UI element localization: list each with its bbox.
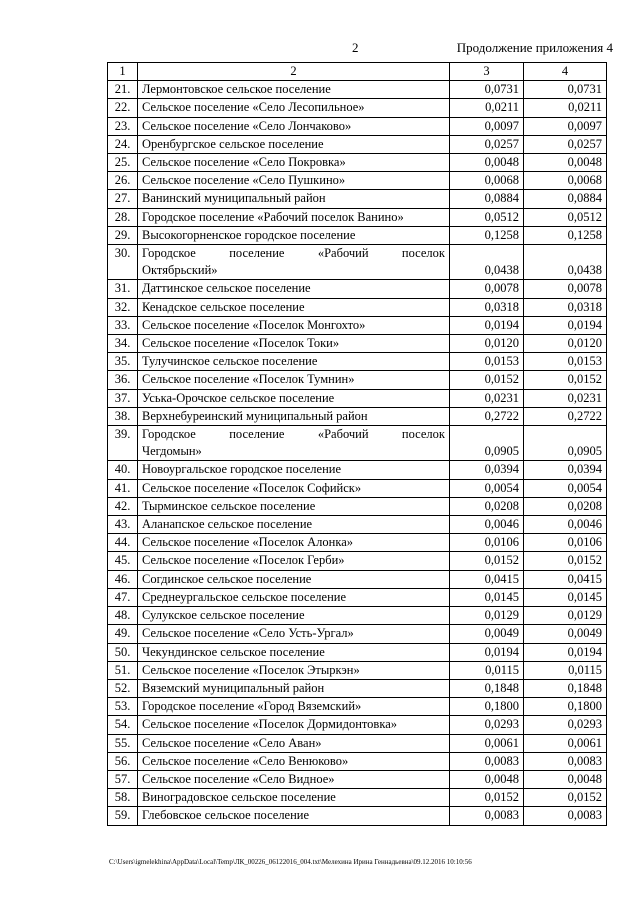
value-column-3: 0,0153 [450,353,524,371]
value-column-4: 0,0083 [524,807,607,825]
settlement-name: Ванинский муниципальный район [138,190,450,208]
value-column-4: 0,0120 [524,335,607,353]
row-number: 31. [108,280,138,298]
value-column-3: 0,0048 [450,770,524,788]
row-number: 25. [108,154,138,172]
file-path-footer: C:\Users\igmelekhina\AppData\Local\Temp\ЛК_00226_06122016_004.txt\Мелехина Ирина Геннадьевна\09.12.2016 10:10:56 [109,858,472,866]
value-column-4: 0,0152 [524,552,607,570]
settlement-name: Сельское поселение «Поселок Монгохто» [138,316,450,334]
row-number: 39. [108,426,138,461]
row-number: 33. [108,316,138,334]
table-row [108,497,607,515]
settlement-name: Сельское поселение «Село Покровка» [138,154,450,172]
table-row [108,298,607,316]
value-column-3: 0,0512 [450,208,524,226]
row-number: 41. [108,479,138,497]
value-column-3: 0,2722 [450,407,524,425]
settlement-name [138,245,450,280]
value-column-3: 0,0884 [450,190,524,208]
value-column-4: 0,1800 [524,698,607,716]
table-row [108,426,607,461]
value-column-3: 0,0061 [450,734,524,752]
settlement-name-line-2: Чегдомын» [142,444,202,459]
row-number: 32. [108,298,138,316]
row-number: 58. [108,789,138,807]
column-header-1: 1 [108,63,138,81]
row-number: 50. [108,643,138,661]
row-number: 57. [108,770,138,788]
row-number: 56. [108,752,138,770]
table-row [108,552,607,570]
table-row [108,643,607,661]
row-number: 36. [108,371,138,389]
settlement-name: Лермонтовское сельское поселение [138,81,450,99]
value-column-3: 0,0054 [450,479,524,497]
value-column-3: 0,0049 [450,625,524,643]
value-column-3: 0,0438 [450,245,524,280]
column-header-2: 2 [138,63,450,81]
settlement-name: Аланапское сельское поселение [138,516,450,534]
row-number: 28. [108,208,138,226]
value-column-4: 0,0048 [524,770,607,788]
settlement-name: Сельское поселение «Село Аван» [138,734,450,752]
value-column-4: 0,0049 [524,625,607,643]
settlement-name: Глебовское сельское поселение [138,807,450,825]
value-column-3: 0,0048 [450,154,524,172]
table-row [108,99,607,117]
row-number: 37. [108,389,138,407]
table-row [108,172,607,190]
settlement-name: Сулукское сельское поселение [138,607,450,625]
settlement-name: Высокогорненское городское поселение [138,226,450,244]
value-column-3: 0,0211 [450,99,524,117]
table-row [108,389,607,407]
row-number: 53. [108,698,138,716]
settlement-name: Сельское поселение «Поселок Токи» [138,335,450,353]
column-header-3: 3 [450,63,524,81]
settlement-name: Чекундинское сельское поселение [138,643,450,661]
table-row [108,117,607,135]
value-column-4: 0,0106 [524,534,607,552]
value-column-3: 0,0415 [450,570,524,588]
value-column-3: 0,0194 [450,643,524,661]
row-number: 24. [108,135,138,153]
table-row [108,516,607,534]
value-column-3: 0,0152 [450,789,524,807]
value-column-3: 0,0120 [450,335,524,353]
value-column-4: 0,0152 [524,371,607,389]
value-column-3: 0,1848 [450,679,524,697]
value-column-4: 0,0061 [524,734,607,752]
row-number: 38. [108,407,138,425]
row-number: 40. [108,461,138,479]
value-column-4: 0,0046 [524,516,607,534]
row-number: 44. [108,534,138,552]
table-row [108,479,607,497]
value-column-3: 0,0152 [450,552,524,570]
settlement-name: Тырминское сельское поселение [138,497,450,515]
value-column-4: 0,0394 [524,461,607,479]
table-row [108,407,607,425]
settlement-name: Сельское поселение «Поселок Герби» [138,552,450,570]
table-row [108,698,607,716]
table-row [108,135,607,153]
row-number: 59. [108,807,138,825]
value-column-4: 0,0097 [524,117,607,135]
value-column-4: 0,0048 [524,154,607,172]
settlement-name: Сельское поселение «Поселок Алонка» [138,534,450,552]
value-column-3: 0,0394 [450,461,524,479]
table-row [108,316,607,334]
value-column-3: 0,1800 [450,698,524,716]
table-row [108,789,607,807]
value-column-3: 0,0106 [450,534,524,552]
row-number: 29. [108,226,138,244]
value-column-4: 0,0438 [524,245,607,280]
value-column-4: 0,0884 [524,190,607,208]
value-column-4: 0,0129 [524,607,607,625]
value-column-4: 0,0293 [524,716,607,734]
value-column-4: 0,0731 [524,81,607,99]
row-number: 54. [108,716,138,734]
settlement-name [138,426,450,461]
value-column-4: 0,1848 [524,679,607,697]
value-column-3: 0,0194 [450,316,524,334]
table-row [108,81,607,99]
table-row [108,245,607,280]
row-number: 22. [108,99,138,117]
table-row [108,371,607,389]
row-number: 52. [108,679,138,697]
settlement-name-line-2: Октябрьский» [142,263,218,278]
settlement-name: Уська-Орочское сельское поселение [138,389,450,407]
settlement-name: Виноградовское сельское поселение [138,789,450,807]
table-row [108,752,607,770]
settlement-name: Сельское поселение «Село Видное» [138,770,450,788]
row-number: 21. [108,81,138,99]
settlement-name: Согдинское сельское поселение [138,570,450,588]
value-column-4: 0,2722 [524,407,607,425]
value-column-4: 0,0153 [524,353,607,371]
settlement-name: Даттинское сельское поселение [138,280,450,298]
settlement-name: Сельское поселение «Поселок Софийск» [138,479,450,497]
value-column-4: 0,0078 [524,280,607,298]
page-number: 2 [352,40,359,55]
allocation-table [107,62,607,826]
table-row [108,588,607,606]
row-number: 47. [108,588,138,606]
value-column-3: 0,0083 [450,807,524,825]
value-column-3: 0,0293 [450,716,524,734]
value-column-3: 0,0208 [450,497,524,515]
table-row [108,734,607,752]
value-column-3: 0,0145 [450,588,524,606]
row-number: 42. [108,497,138,515]
value-column-4: 0,0231 [524,389,607,407]
row-number: 27. [108,190,138,208]
table-row [108,461,607,479]
value-column-4: 0,0208 [524,497,607,515]
table-row [108,353,607,371]
table-row [108,280,607,298]
settlement-name: Кенадское сельское поселение [138,298,450,316]
table-row [108,607,607,625]
value-column-4: 0,0257 [524,135,607,153]
settlement-name-line-1: Городское поселение «Рабочий поселок [142,427,445,442]
table-row [108,335,607,353]
settlement-name: Сельское поселение «Село Лесопильное» [138,99,450,117]
settlement-name: Сельское поселение «Село Венюково» [138,752,450,770]
value-column-4: 0,0512 [524,208,607,226]
value-column-3: 0,0068 [450,172,524,190]
value-column-3: 0,0152 [450,371,524,389]
settlement-name: Сельское поселение «Село Усть-Ургал» [138,625,450,643]
table-row [108,661,607,679]
value-column-3: 0,0097 [450,117,524,135]
settlement-name: Тулучинское сельское поселение [138,353,450,371]
settlement-name: Городское поселение «Рабочий поселок Ванино» [138,208,450,226]
settlement-name: Новоургальское городское поселение [138,461,450,479]
row-number: 35. [108,353,138,371]
value-column-4: 0,0415 [524,570,607,588]
value-column-4: 0,0152 [524,789,607,807]
table-row [108,716,607,734]
row-number: 46. [108,570,138,588]
settlement-name: Сельское поселение «Поселок Этыркэн» [138,661,450,679]
row-number: 49. [108,625,138,643]
value-column-4: 0,0054 [524,479,607,497]
table-row [108,208,607,226]
value-column-4: 0,0068 [524,172,607,190]
value-column-3: 0,0129 [450,607,524,625]
table-row [108,534,607,552]
value-column-4: 0,0211 [524,99,607,117]
value-column-3: 0,0083 [450,752,524,770]
table-header-row [108,63,607,81]
table-row [108,679,607,697]
row-number: 34. [108,335,138,353]
value-column-4: 0,0194 [524,316,607,334]
row-number: 55. [108,734,138,752]
value-column-4: 0,0905 [524,426,607,461]
column-header-4: 4 [524,63,607,81]
table-row [108,190,607,208]
settlement-name-line-1: Городское поселение «Рабочий поселок [142,246,445,261]
settlement-name: Городское поселение «Город Вяземский» [138,698,450,716]
table-row [108,770,607,788]
table-row [108,226,607,244]
row-number: 51. [108,661,138,679]
row-number: 23. [108,117,138,135]
value-column-3: 0,0115 [450,661,524,679]
value-column-4: 0,0083 [524,752,607,770]
settlement-name: Верхнебуреинский муниципальный район [138,407,450,425]
table-row [108,807,607,825]
value-column-4: 0,0115 [524,661,607,679]
row-number: 30. [108,245,138,280]
value-column-3: 0,0905 [450,426,524,461]
settlement-name: Оренбургское сельское поселение [138,135,450,153]
row-number: 45. [108,552,138,570]
value-column-3: 0,0318 [450,298,524,316]
settlement-name: Сельское поселение «Поселок Тумнин» [138,371,450,389]
value-column-4: 0,0145 [524,588,607,606]
settlement-name: Сельское поселение «Село Лончаково» [138,117,450,135]
value-column-3: 0,1258 [450,226,524,244]
row-number: 26. [108,172,138,190]
settlement-name: Среднеургальское сельское поселение [138,588,450,606]
table-row [108,570,607,588]
value-column-3: 0,0731 [450,81,524,99]
table-row [108,625,607,643]
table-row [108,154,607,172]
value-column-4: 0,0318 [524,298,607,316]
settlement-name: Сельское поселение «Село Пушкино» [138,172,450,190]
row-number: 43. [108,516,138,534]
settlement-name: Сельское поселение «Поселок Дормидонтовка» [138,716,450,734]
row-number: 48. [108,607,138,625]
settlement-name: Вяземский муниципальный район [138,679,450,697]
value-column-4: 0,0194 [524,643,607,661]
value-column-3: 0,0078 [450,280,524,298]
continuation-heading: Продолжение приложения 4 [456,40,613,55]
value-column-4: 0,1258 [524,226,607,244]
value-column-3: 0,0231 [450,389,524,407]
value-column-3: 0,0046 [450,516,524,534]
value-column-3: 0,0257 [450,135,524,153]
